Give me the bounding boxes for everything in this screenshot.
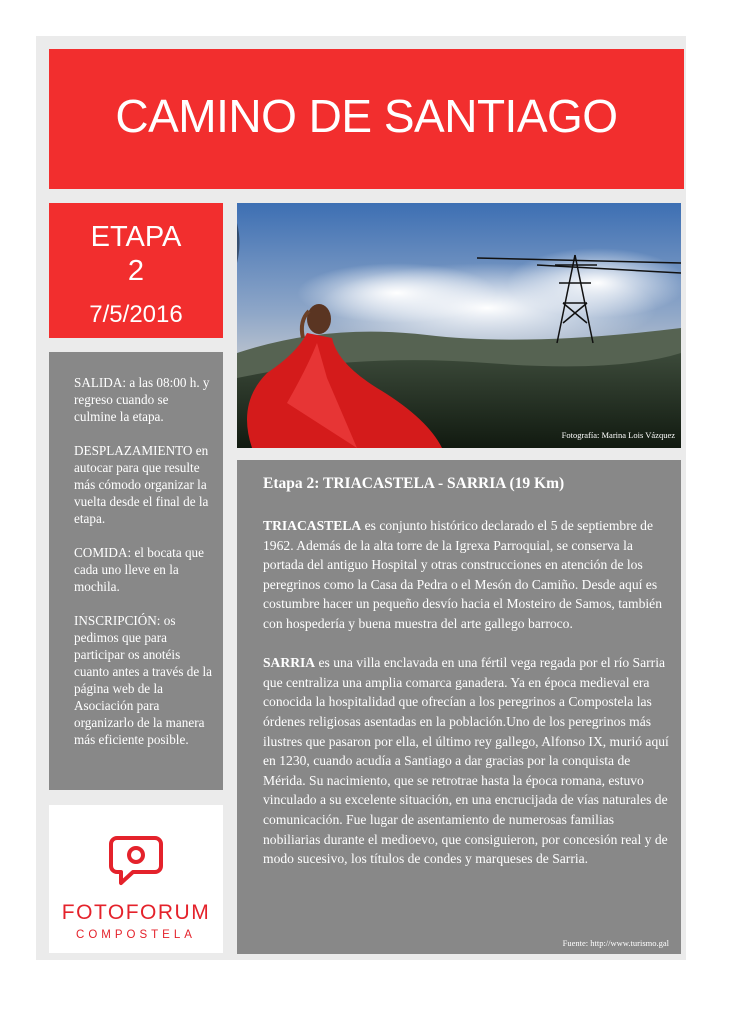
photo-speech-icon: [49, 805, 223, 901]
hero-photo: [237, 203, 681, 448]
article-heading: Etapa 2: TRIACASTELA - SARRIA (19 Km): [263, 475, 565, 492]
article-paragraph-2: [263, 653, 671, 869]
article-p2-lead: SARRIA: [263, 655, 316, 671]
stage-date: 7/5/2016: [89, 301, 183, 328]
article-p1-lead: TRIACASTELA: [263, 518, 362, 533]
info-inscripcion: INSCRIPCIÓN: os pedimos que para participar os anotéis cuanto antes a través de la página web de la Asociación para organizarlo de la manera más eficiente posible.: [74, 613, 213, 747]
article-source: Fuente: http://www.turismo.gal: [562, 938, 669, 948]
photo-credit: Fotografía: Marina Lois Vázquez: [561, 430, 675, 440]
logo-panel: [49, 805, 223, 953]
article-panel: [237, 460, 681, 954]
info-desplazamiento: DESPLAZAMIENTO en autocar para que resulte más cómodo organizar la vuelta desde el final de la etapa.: [74, 443, 209, 526]
logo-name: FOTOFORUM: [61, 901, 211, 924]
title-banner: [49, 49, 684, 189]
stage-box: [49, 203, 223, 338]
info-comida: COMIDA: el bocata que cada uno lleve en la mochila.: [74, 545, 205, 594]
stage-label: ETAPA: [90, 221, 182, 253]
article-p1-text: es conjunto histórico declarado el 5 de septiembre de 1962. Además de la alta torre de la Igrexa Parroquial, se conserva la portada del antiguo Hospital y otras construcciones en atención de los peregrinos como la Casa da Pedra o el Mesón do Camiño. Desde aquí es costumbre hacer un pequeño desvío hacia el Mosteiro de Samos, también con hospedería y buena muestra del arte gallego barroco.: [263, 518, 663, 631]
info-panel: [49, 352, 223, 790]
stage-number: 2: [127, 255, 145, 287]
info-salida: SALIDA: a las 08:00 h. y regreso cuando se culmine la etapa.: [74, 375, 210, 424]
article-paragraph-1: [263, 516, 671, 634]
article-p2-text: es una villa enclavada en una fértil vega regada por el río Sarria que centraliza una amplia comarca ganadera. Ya en época medieval era conocida la hospitalidad que ofrecían a los peregrinos a Compostela las órdenes religiosas asentadas en la población.Uno de los peregrinos más ilustres que pasaron por ella, el último rey gallego, Alfonso IX, murió aquí en 1230, cuando acudía a Santiago a dar gracias por la conquista de Mérida. Su nacimiento, que se retrotrae hasta la época romana, estuvo vinculado a su excelente situación, en una encrucijada de vías naturales de comunicación. Fue lugar de asentamiento de numerosas familias nobiliarias durante el medioevo, que consiguieron, por concesión real y de modo sucesivo, los títulos de condes y marqueses de Sarria.: [263, 655, 669, 867]
page-title: CAMINO DE SANTIAGO: [115, 90, 618, 142]
logo-subtitle: COMPOSTELA: [76, 929, 196, 941]
